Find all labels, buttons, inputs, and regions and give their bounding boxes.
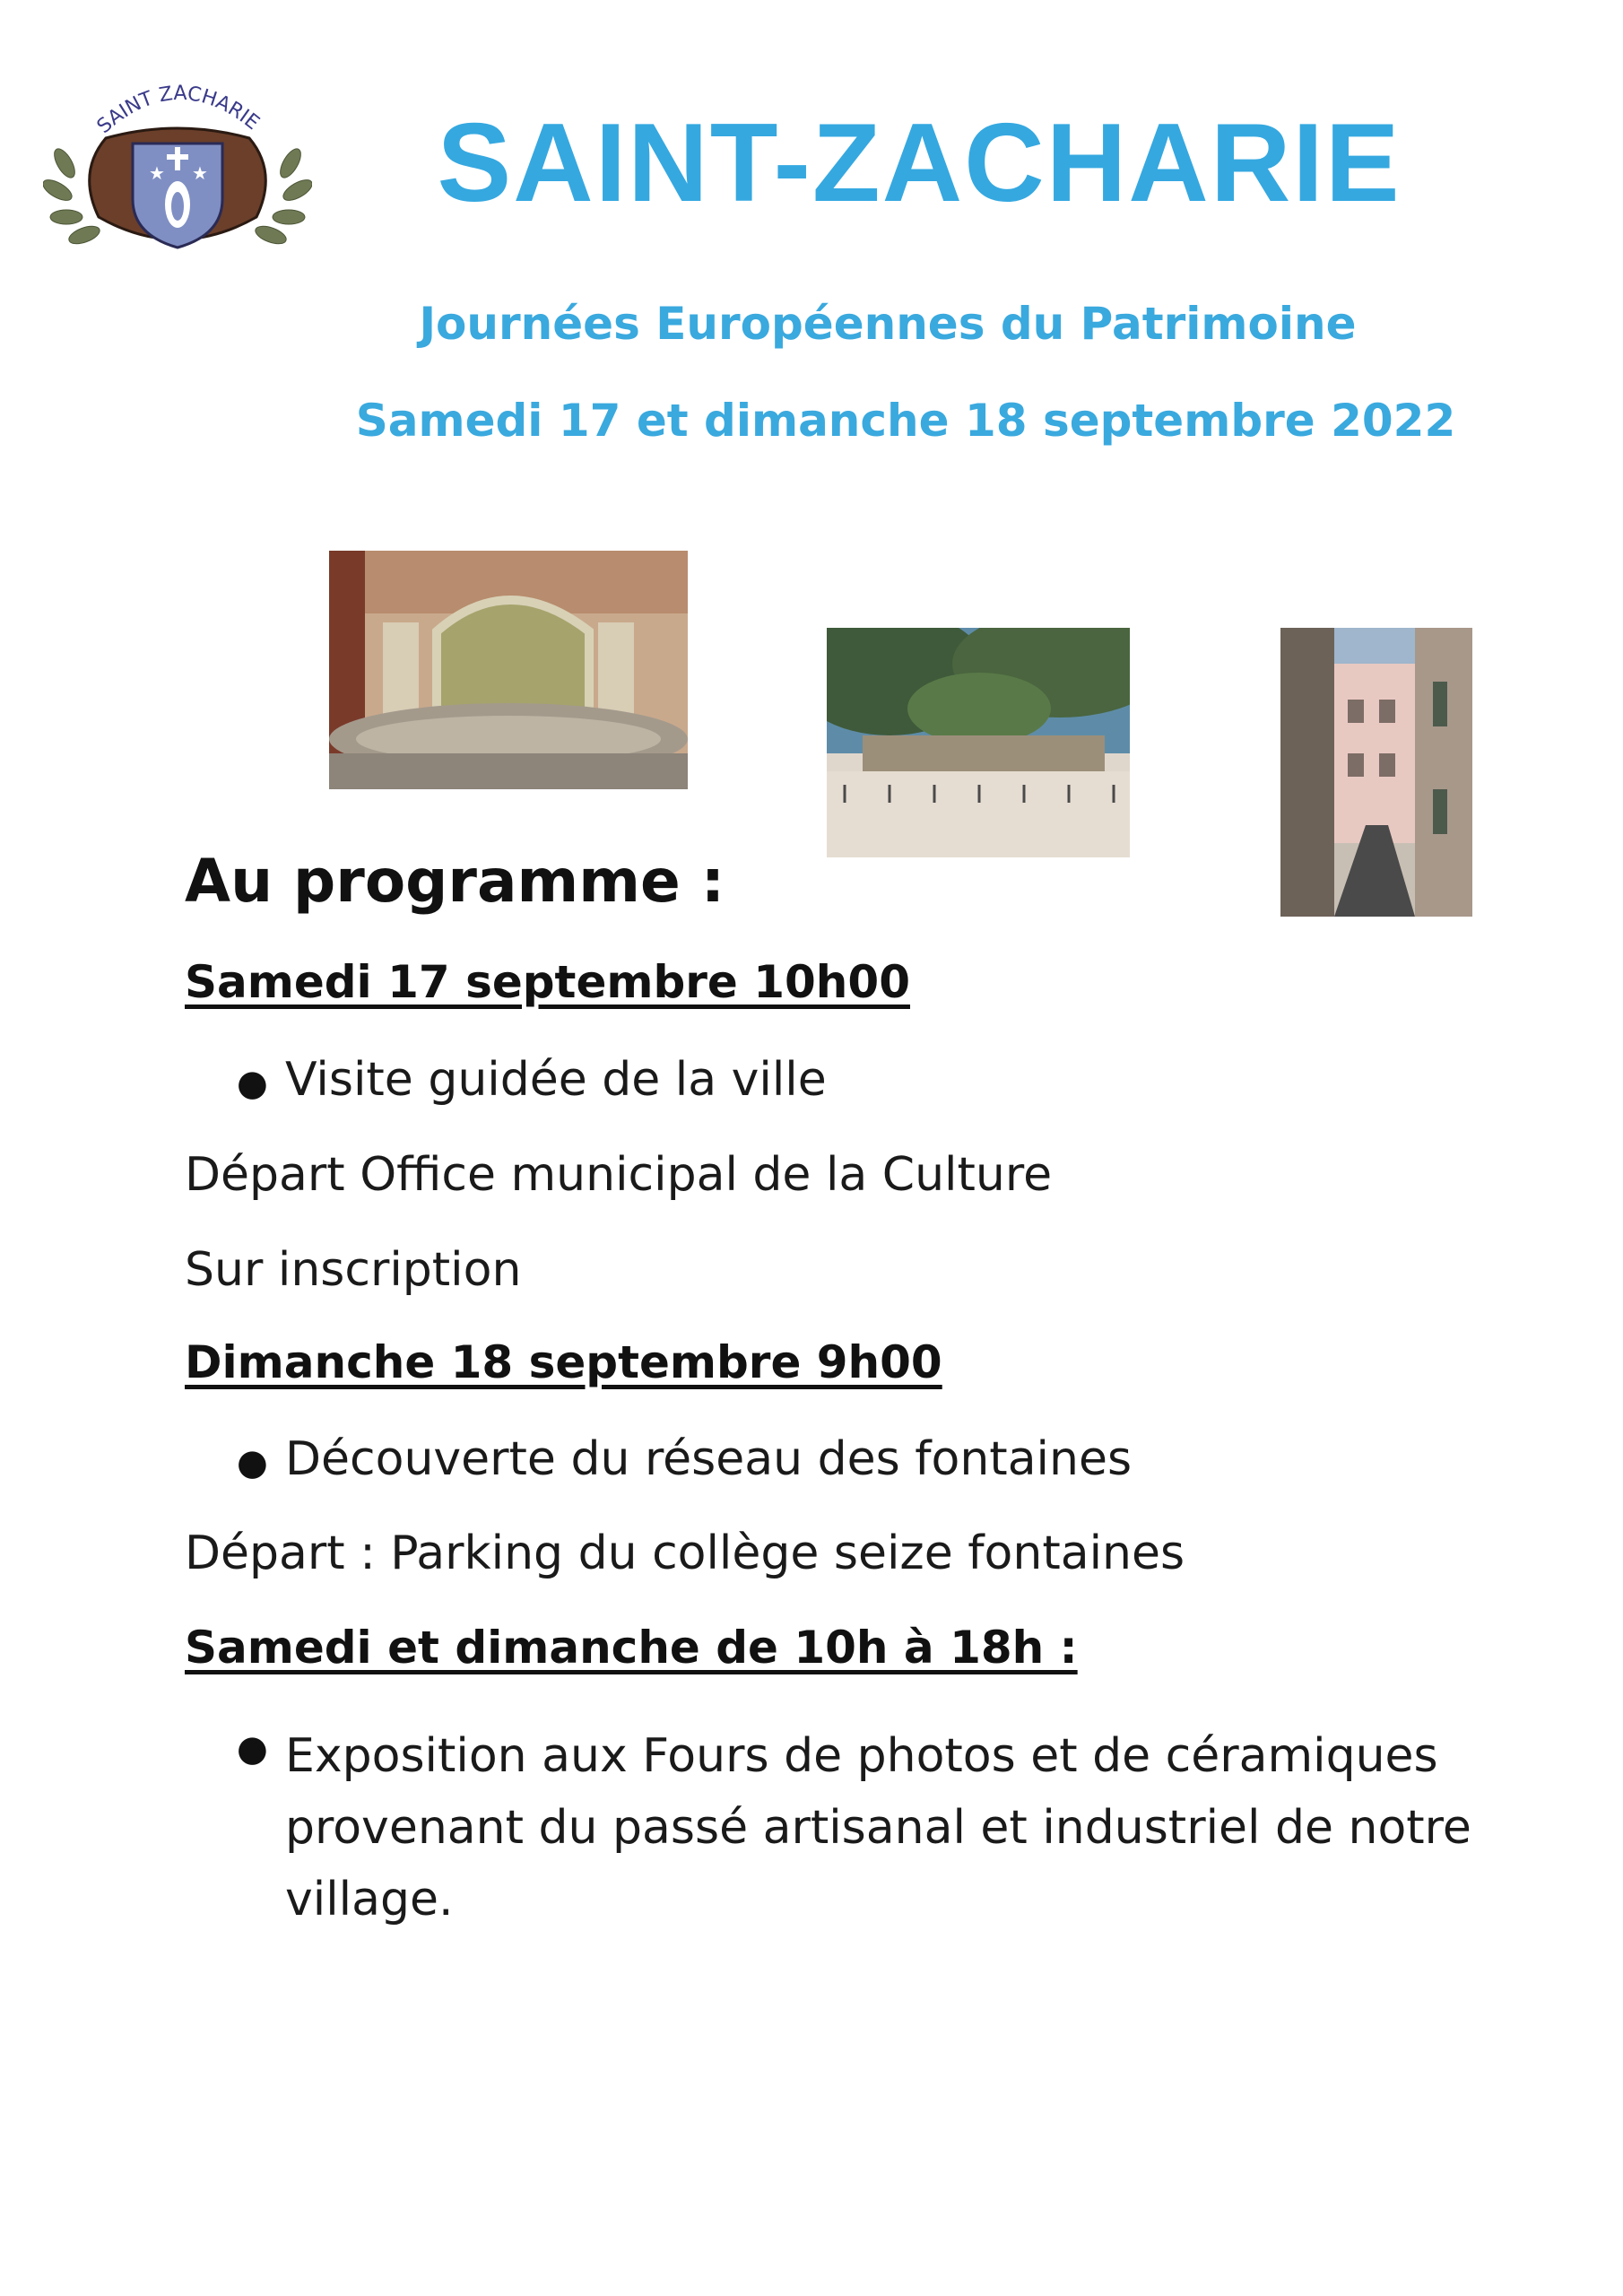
page-title: SAINT-ZACHARIE (437, 101, 1402, 225)
sunday-heading: Dimanche 18 septembre 9h00 (185, 1336, 942, 1388)
fountain-photo (329, 551, 688, 789)
saturday-item: Visite guidée de la ville (285, 1053, 827, 1107)
bullet-icon: ● (237, 1442, 268, 1483)
saint-zacharie-logo (43, 74, 312, 262)
svg-text:★: ★ (149, 162, 165, 184)
event-dates: Samedi 17 et dimanche 18 septembre 2022 (355, 395, 1456, 447)
saturday-departure: Départ Office municipal de la Culture (185, 1148, 1053, 1202)
bullet-icon: ● (237, 1063, 268, 1104)
village-street-photo (1280, 628, 1472, 917)
village-square-photo (827, 628, 1130, 857)
saturday-registration: Sur inscription (185, 1243, 522, 1297)
bullet-icon: ● (237, 1728, 268, 1770)
sunday-departure: Départ : Parking du collège seize fontaines (185, 1526, 1185, 1580)
weekend-item: Exposition aux Fours de photos et de céramiques provenant du passé artisanal et industriel de notre village. (285, 1729, 1471, 1926)
event-subtitle: Journées Européennes du Patrimoine (419, 298, 1357, 350)
weekend-heading: Samedi et dimanche de 10h à 18h : (185, 1622, 1078, 1674)
svg-text:★: ★ (192, 162, 208, 184)
logo-text: SAINT ZACHARIE (92, 82, 264, 139)
program-heading: Au programme : (185, 847, 725, 916)
saturday-heading: Samedi 17 septembre 10h00 (185, 956, 910, 1008)
sunday-item: Découverte du réseau des fontaines (285, 1432, 1133, 1486)
